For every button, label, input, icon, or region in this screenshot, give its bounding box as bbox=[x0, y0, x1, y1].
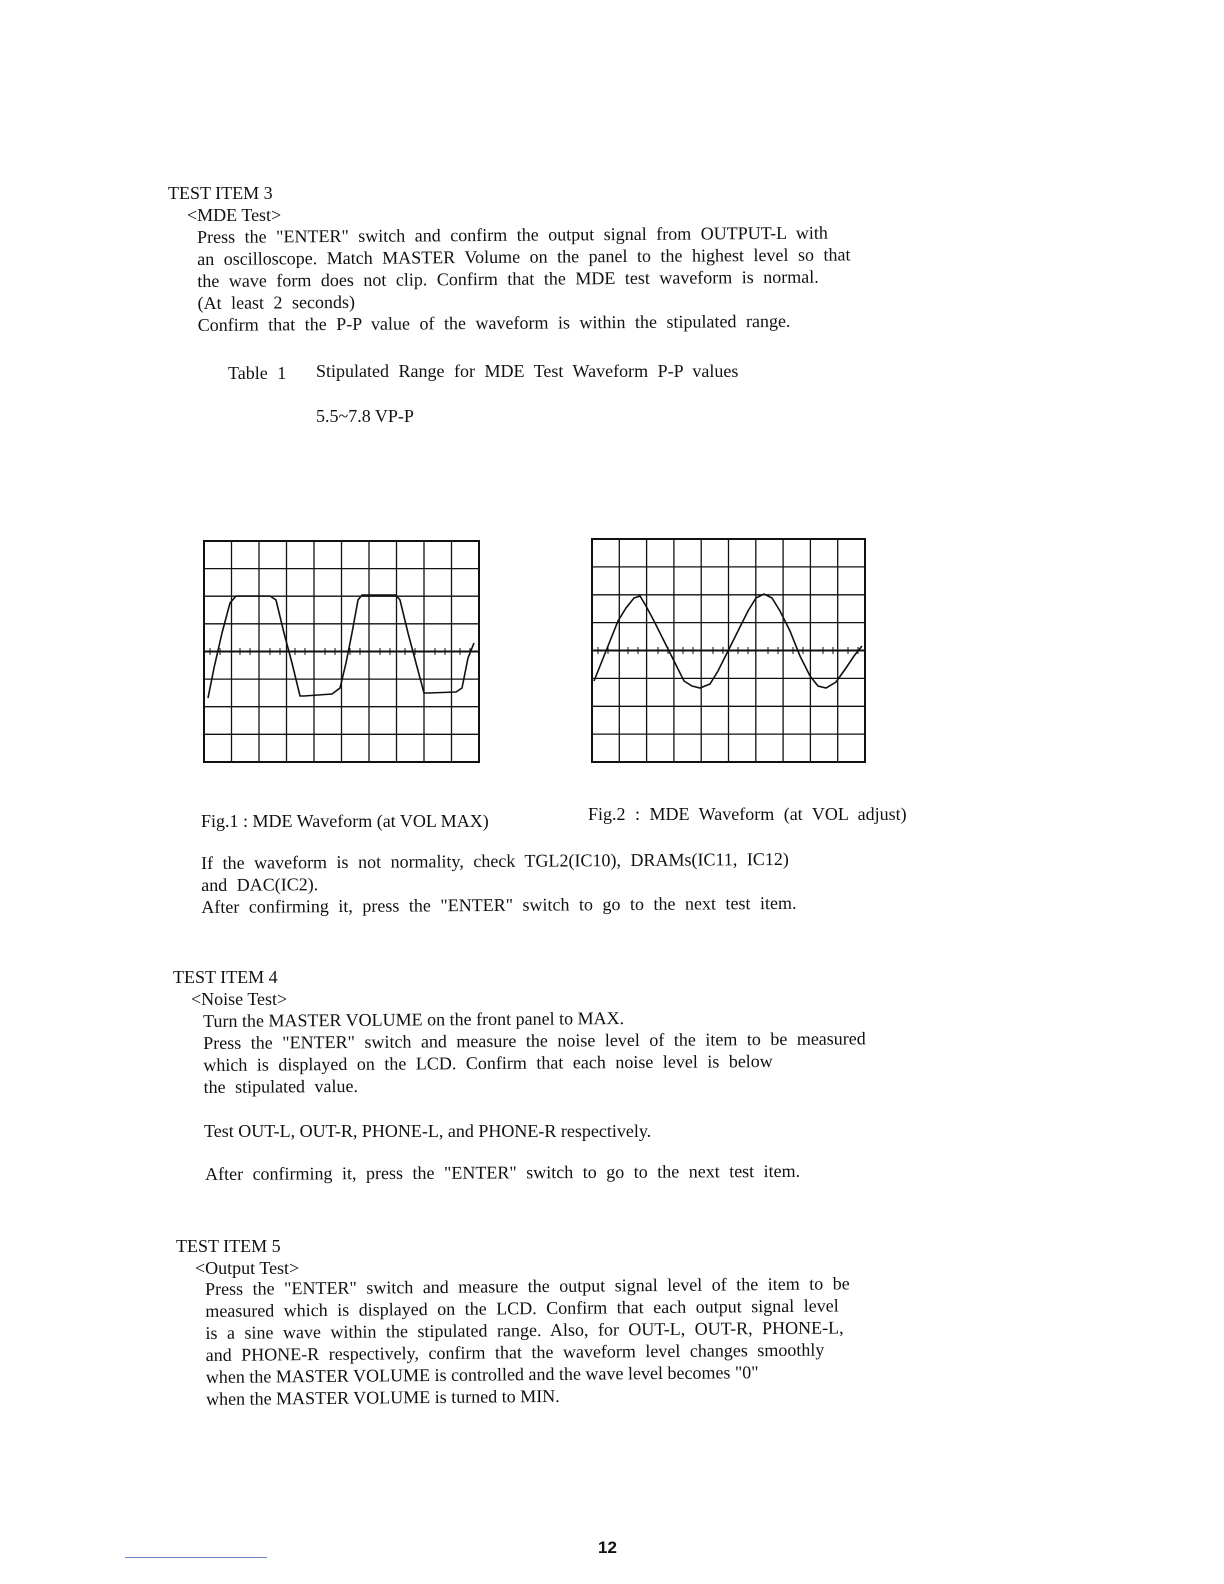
item3-line-5: Confirm that the P-P value of the waveform is within the stipulated range. bbox=[197, 310, 791, 335]
page-number: 12 bbox=[598, 1538, 617, 1557]
fig1-oscilloscope bbox=[200, 538, 484, 766]
item3-body bbox=[197, 221, 851, 336]
item4-line-1: Turn the MASTER VOLUME on the front panel to MAX. bbox=[203, 1008, 625, 1031]
item3-line-1: Press the "ENTER" switch and confirm the output signal from OUTPUT-L with bbox=[197, 222, 828, 247]
footer-rule bbox=[125, 1557, 267, 1558]
item5-heading: TEST ITEM 5 bbox=[176, 1236, 281, 1256]
fig1-grid bbox=[204, 541, 479, 762]
item3-after-line-3: After confirming it, press the "ENTER" switch to go to the next test item. bbox=[201, 892, 797, 917]
item5-line-5: when the MASTER VOLUME is controlled and the wave level becomes "0" bbox=[205, 1362, 759, 1387]
item3-subheading: <MDE Test> bbox=[187, 205, 282, 225]
item5-line-4: and PHONE-R respectively, confirm that the waveform level changes smoothly bbox=[205, 1339, 825, 1365]
item4-subheading: <Noise Test> bbox=[191, 989, 288, 1009]
item3-heading: TEST ITEM 3 bbox=[168, 183, 273, 203]
item5-line-3: is a sine wave within the stipulated range. Also, for OUT-L, OUT-R, PHONE-L, bbox=[205, 1317, 844, 1343]
table1-title: Stipulated Range for MDE Test Waveform P-P values bbox=[316, 361, 739, 381]
item3-line-2: an oscilloscope. Match MASTER Volume on the panel to the highest level so that bbox=[197, 244, 851, 269]
item5-subheading: <Output Test> bbox=[195, 1258, 300, 1278]
item3-after-line-1: If the waveform is not normality, check TGL2(IC10), DRAMs(IC11, IC12) bbox=[201, 848, 789, 873]
item5-line-1: Press the "ENTER" switch and measure the output signal level of the item to be bbox=[205, 1273, 850, 1299]
item5-line-2: measured which is displayed on the LCD. Confirm that each output signal level bbox=[205, 1295, 839, 1321]
item4-line-4: the stipulated value. bbox=[203, 1075, 359, 1097]
fig1-caption: Fig.1 : MDE Waveform (at VOL MAX) bbox=[201, 811, 489, 831]
item4-test-line: Test OUT-L, OUT-R, PHONE-L, and PHONE-R respectively. bbox=[204, 1121, 652, 1141]
fig2-caption: Fig.2 : MDE Waveform (at VOL adjust) bbox=[588, 804, 907, 824]
item4-line-3: which is displayed on the LCD. Confirm that each noise level is below bbox=[203, 1051, 773, 1075]
item4-after-line: After confirming it, press the "ENTER" switch to go to the next test item. bbox=[205, 1160, 801, 1184]
item3-after-line-2: and DAC(IC2). bbox=[201, 874, 319, 895]
table1-label: Table 1 bbox=[228, 363, 287, 383]
item3-after bbox=[201, 848, 797, 918]
item5-line-6: when the MASTER VOLUME is turned to MIN. bbox=[205, 1385, 560, 1409]
item3-line-4: (At least 2 seconds) bbox=[197, 291, 356, 313]
item4-heading: TEST ITEM 4 bbox=[173, 967, 278, 987]
item3-line-3: the wave form does not clip. Confirm that the MDE test waveform is normal. bbox=[197, 266, 819, 291]
table1-range: 5.5~7.8 VP-P bbox=[316, 406, 414, 426]
item4-line-2: Press the "ENTER" switch and measure the noise level of the item to be measured bbox=[203, 1028, 866, 1053]
item4-body bbox=[203, 1005, 866, 1098]
item5-body bbox=[205, 1272, 851, 1410]
fig2-oscilloscope bbox=[588, 536, 870, 766]
